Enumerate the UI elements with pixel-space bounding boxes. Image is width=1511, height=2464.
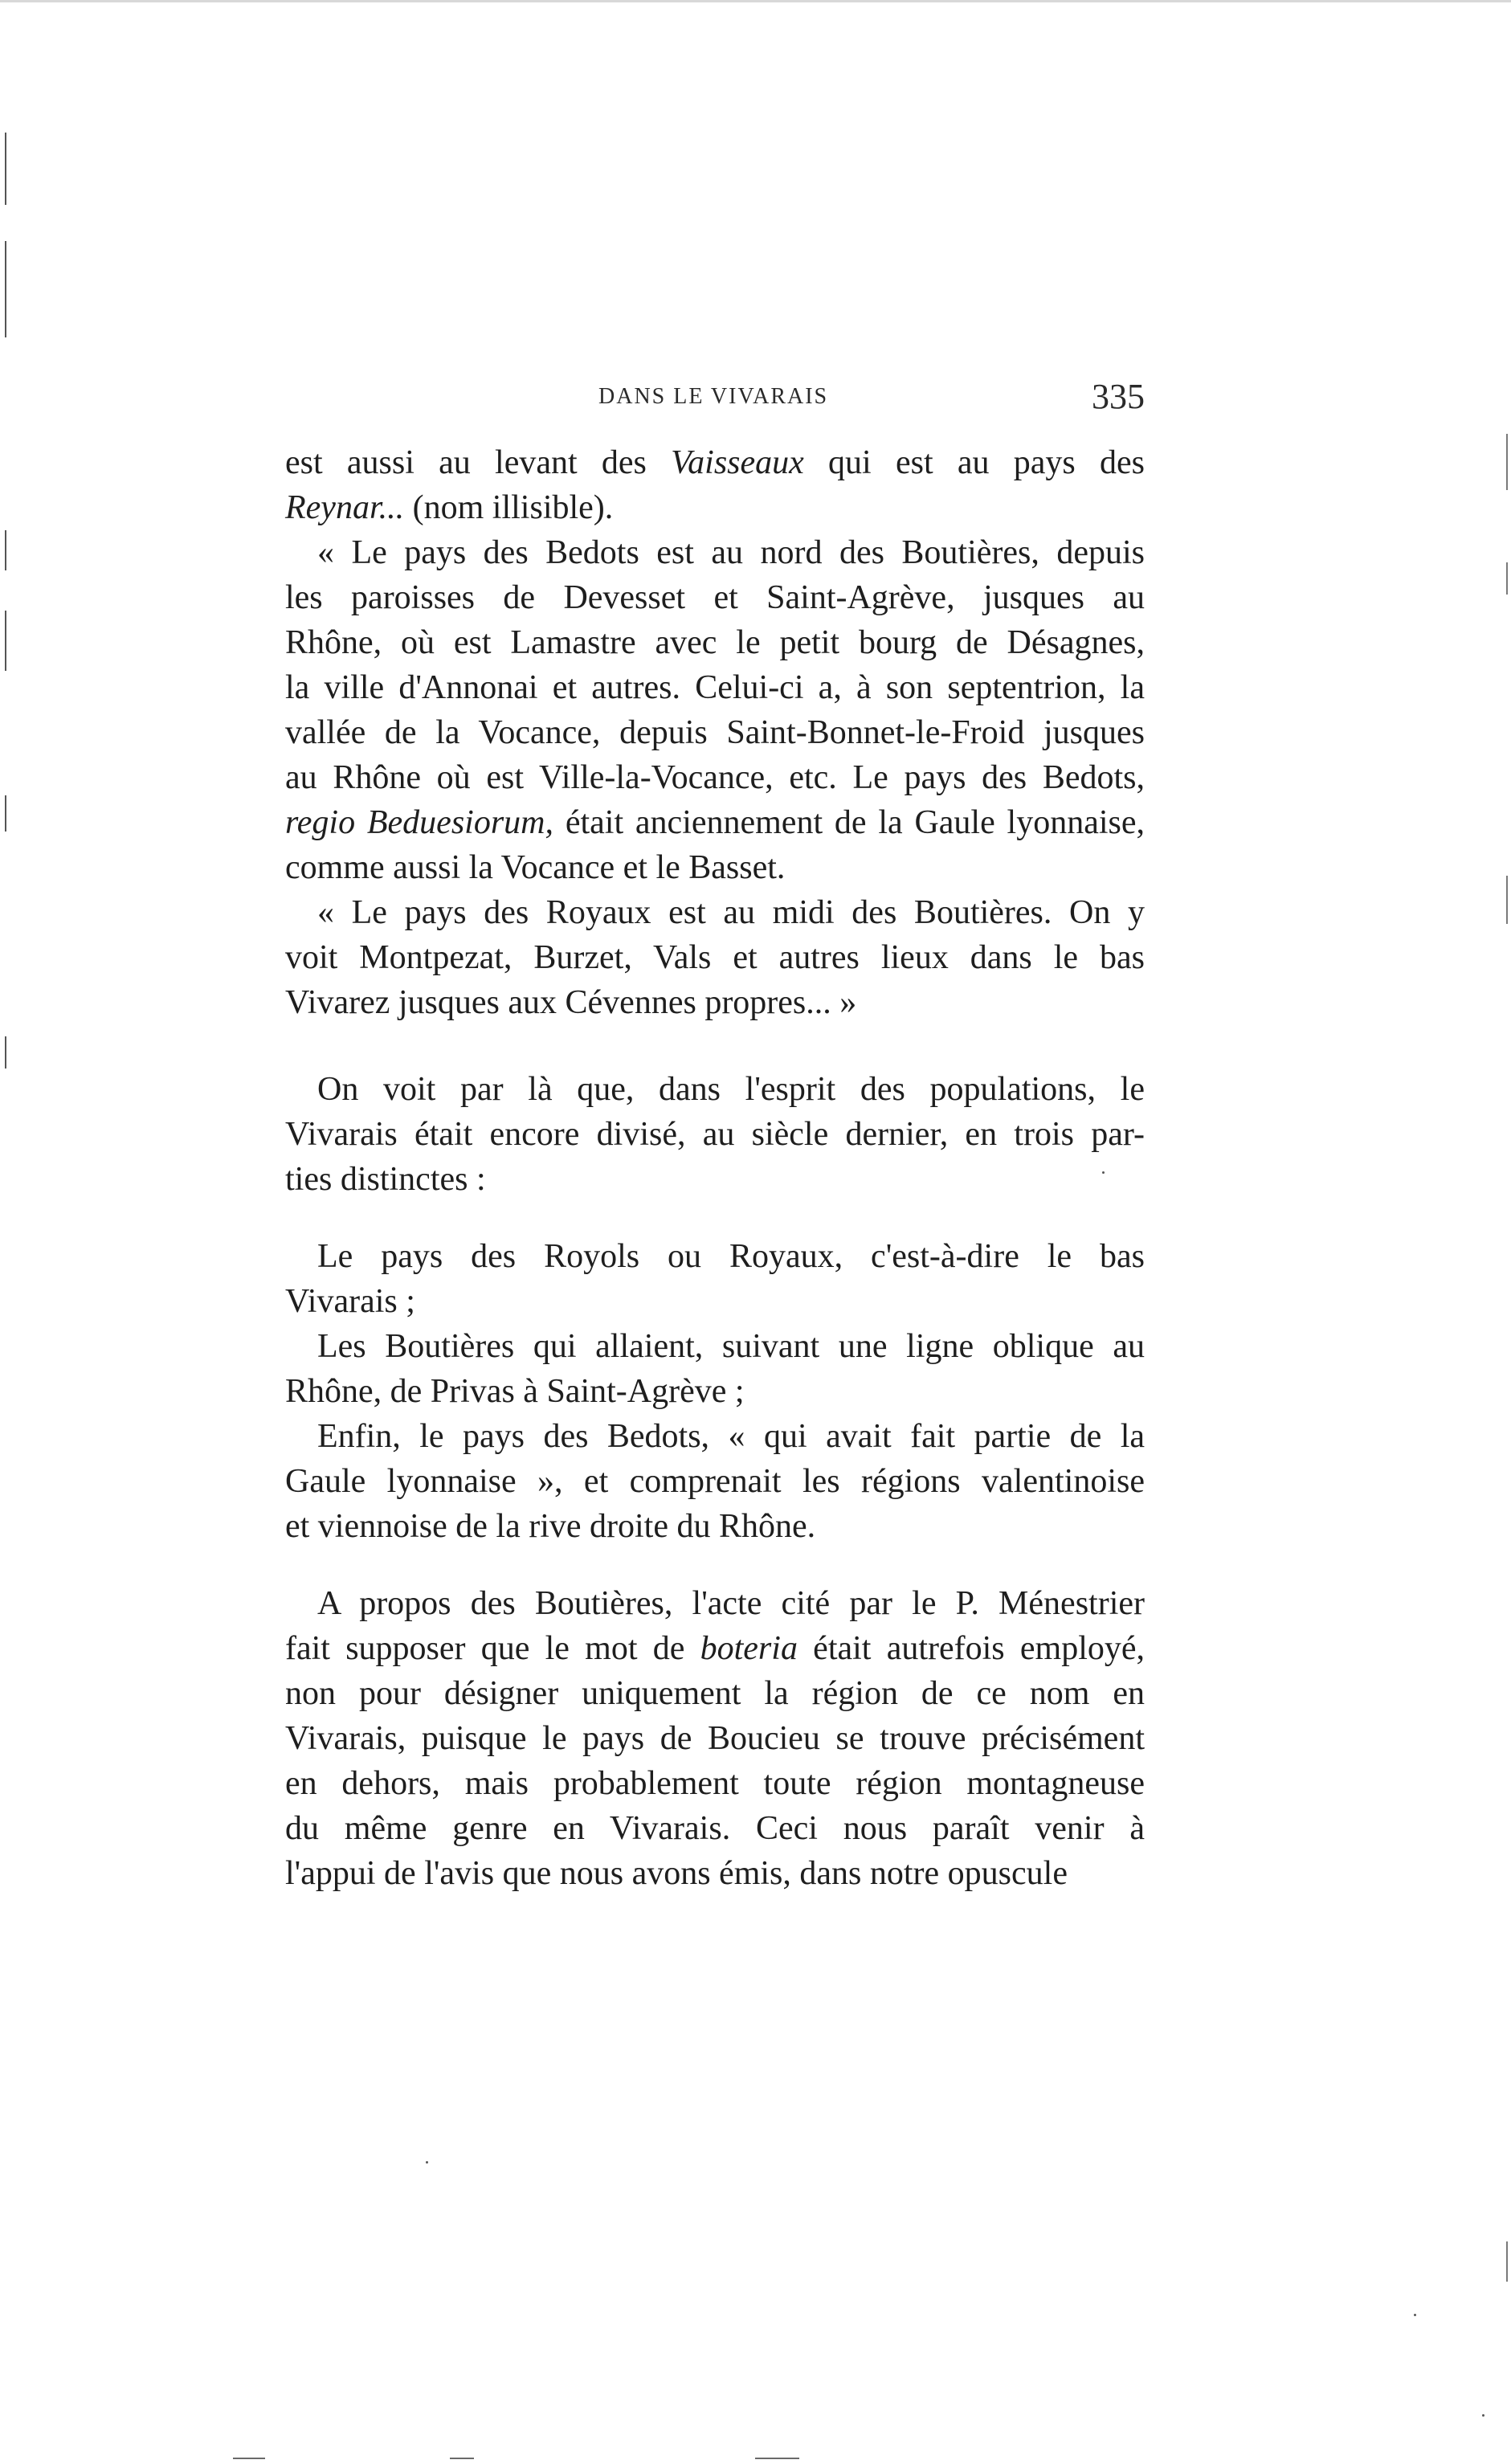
left-margin-mark <box>5 1036 6 1069</box>
running-title: DANS LE VIVARAIS <box>598 384 829 409</box>
page-body <box>285 440 1145 1896</box>
text-line <box>285 1369 1145 1414</box>
text-run: fait supposer que le mot de <box>285 1630 700 1667</box>
text-run: « Le pays des Royaux est au midi des Boutières. On y <box>317 894 1145 931</box>
right-margin-mark <box>1506 2241 1508 2282</box>
text-run: du même genre en Vivarais. Ceci nous paraît venir à <box>285 1810 1145 1847</box>
left-margin-mark <box>5 795 6 832</box>
text-run: Vivarais était encore divisé, au siècle dernier, en trois par- <box>285 1116 1145 1153</box>
text-run: non pour désigner uniquement la région de ce nom en <box>285 1675 1145 1712</box>
text-line <box>285 1806 1145 1851</box>
body-paragraph <box>285 1581 1145 1896</box>
text-line <box>285 1581 1145 1626</box>
bottom-page-edge <box>450 2458 474 2459</box>
text-line <box>285 710 1145 755</box>
text-line <box>285 1626 1145 1671</box>
right-margin-mark <box>1506 876 1508 924</box>
italic-text-run: Reynar... <box>285 489 405 526</box>
text-line <box>285 980 1145 1025</box>
italic-text-run: regio Beduesiorum, <box>285 804 554 841</box>
page-number: 335 <box>1092 377 1145 416</box>
text-run: les paroisses de Devesset et Saint-Agrève, jusques au <box>285 579 1145 616</box>
paragraph-gap <box>285 1202 1145 1234</box>
text-line <box>285 620 1145 665</box>
text-line <box>285 755 1145 800</box>
text-line <box>285 575 1145 620</box>
text-run: Rhône, où est Lamastre avec le petit bourg de Désagnes, <box>285 624 1145 661</box>
right-margin-mark <box>1506 434 1508 490</box>
text-run: est aussi au levant des <box>285 444 672 481</box>
body-paragraph <box>285 530 1145 890</box>
page-header <box>598 376 1145 416</box>
text-run: comme aussi la Vocance et le Basset. <box>285 849 786 886</box>
text-run: Vivarais, puisque le pays de Boucieu se trouve précisément <box>285 1720 1145 1757</box>
text-line <box>285 1157 1145 1202</box>
text-line <box>285 1067 1145 1112</box>
italic-text-run: Vaisseaux <box>671 444 804 481</box>
text-run: ties distinctes : <box>285 1161 486 1198</box>
body-paragraph <box>285 1324 1145 1414</box>
text-line <box>285 845 1145 890</box>
text-run: Rhône, de Privas à Saint-Agrève ; <box>285 1373 745 1410</box>
left-margin-mark <box>5 133 6 205</box>
bottom-page-edge <box>755 2458 799 2459</box>
text-line <box>285 1279 1145 1324</box>
text-run: Vivarez jusques aux Cévennes propres... » <box>285 984 857 1021</box>
text-line <box>285 1671 1145 1716</box>
text-run: la ville d'Annonai et autres. Celui-ci a, à son septentrion, la <box>285 669 1145 706</box>
left-margin-mark <box>5 241 6 337</box>
text-line <box>285 1851 1145 1896</box>
text-line <box>285 1112 1145 1157</box>
text-run: qui est au pays des <box>803 444 1145 481</box>
text-line <box>285 665 1145 710</box>
print-speck <box>1414 2314 1416 2316</box>
body-paragraph <box>285 440 1145 530</box>
text-run: Enfin, le pays des Bedots, « qui avait fait partie de la <box>317 1418 1145 1455</box>
text-line <box>285 1414 1145 1459</box>
body-paragraph <box>285 1414 1145 1549</box>
text-run: On voit par là que, dans l'esprit des populations, le <box>317 1071 1145 1108</box>
text-run: l'appui de l'avis que nous avons émis, dans notre opuscule <box>285 1855 1068 1892</box>
text-line <box>285 530 1145 575</box>
text-line <box>285 1761 1145 1806</box>
text-run: était autrefois employé, <box>797 1630 1146 1667</box>
text-run: A propos des Boutières, l'acte cité par le P. Ménestrier <box>317 1585 1145 1622</box>
text-run: Les Boutières qui allaient, suivant une ligne oblique au <box>317 1328 1145 1365</box>
text-line <box>285 1716 1145 1761</box>
right-margin-mark <box>1506 562 1508 595</box>
text-line <box>285 1234 1145 1279</box>
text-run: Le pays des Royols ou Royaux, c'est-à-dire le bas <box>317 1238 1145 1275</box>
body-paragraph <box>285 1234 1145 1324</box>
text-run: vallée de la Vocance, depuis Saint-Bonnet-le-Froid jusques <box>285 714 1145 751</box>
print-speck <box>426 2161 428 2164</box>
text-run: Gaule lyonnaise », et comprenait les régions valentinoise <box>285 1463 1145 1500</box>
text-run: et viennoise de la rive droite du Rhône. <box>285 1508 816 1545</box>
text-line <box>285 800 1145 845</box>
italic-text-run: boteria <box>700 1630 798 1667</box>
text-run: était anciennement de la Gaule lyonnaise, <box>553 804 1145 841</box>
text-line <box>285 1459 1145 1504</box>
text-run: voit Montpezat, Burzet, Vals et autres lieux dans le bas <box>285 939 1145 976</box>
text-run: au Rhône où est Ville-la-Vocance, etc. Le pays des Bedots, <box>285 759 1145 796</box>
text-line <box>285 935 1145 980</box>
text-run: (nom illisible). <box>404 489 614 526</box>
bottom-page-edge <box>233 2458 265 2459</box>
paragraph-gap <box>285 1025 1145 1067</box>
body-paragraph <box>285 1067 1145 1202</box>
paragraph-gap <box>285 1549 1145 1581</box>
left-margin-mark <box>5 530 6 570</box>
text-line <box>285 440 1145 485</box>
body-paragraph <box>285 890 1145 1025</box>
top-page-edge <box>0 0 1511 2</box>
text-run: Vivarais ; <box>285 1283 415 1320</box>
text-line <box>285 1324 1145 1369</box>
text-line <box>285 890 1145 935</box>
text-run: « Le pays des Bedots est au nord des Boutières, depuis <box>317 534 1145 571</box>
text-line <box>285 485 1145 530</box>
left-margin-mark <box>5 611 6 671</box>
print-speck <box>1482 2414 1484 2417</box>
text-line <box>285 1504 1145 1549</box>
text-run: en dehors, mais probablement toute région montagneuse <box>285 1765 1145 1802</box>
